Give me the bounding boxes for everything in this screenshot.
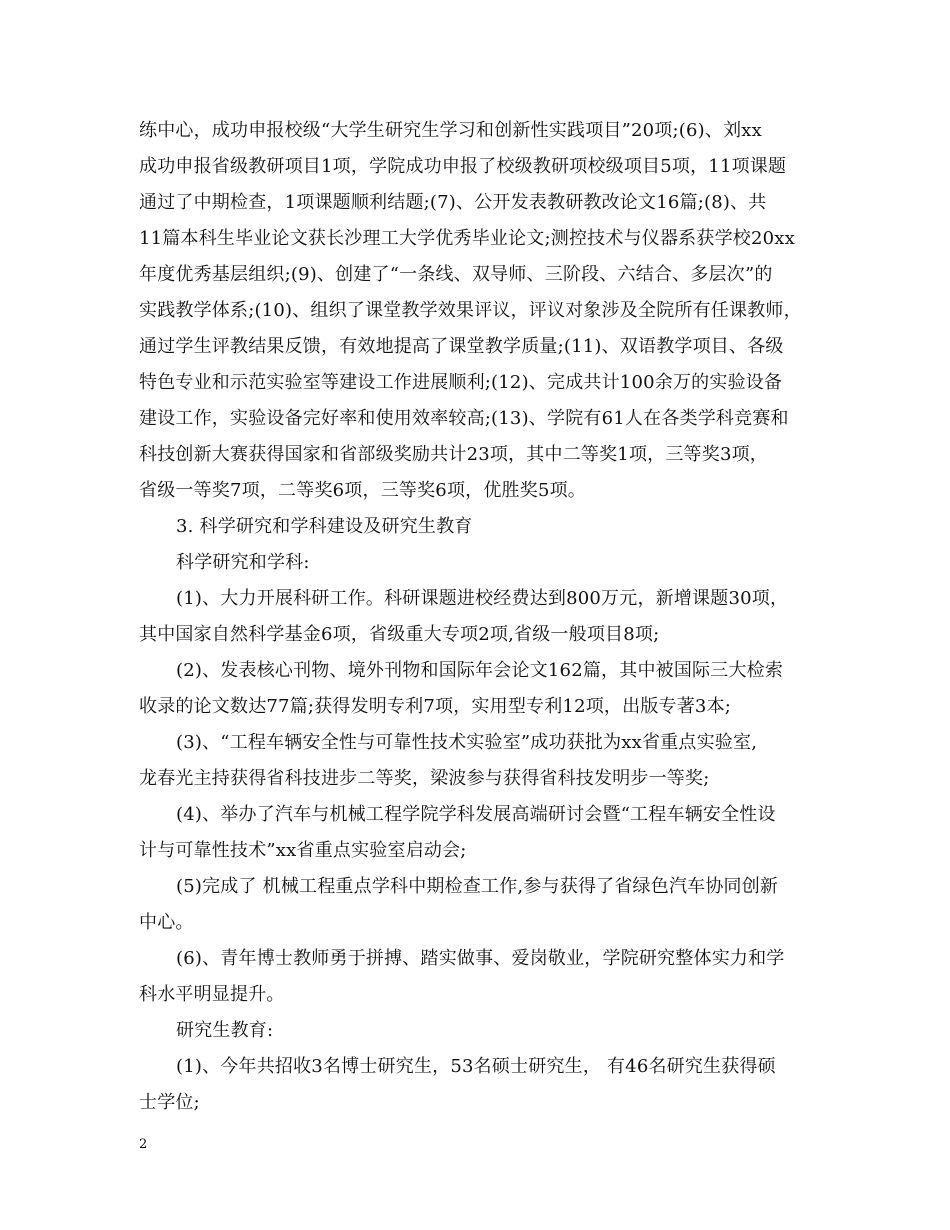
text-line: 练中心，成功申报校级“大学生研究生学习和创新性实践项目”20项;(6)、刘xx [139, 120, 762, 141]
text-line: (2)、发表核心刊物、境外刊物和国际年会论文162篇，其中被国际三大检索 [176, 660, 784, 681]
text-line: 中心。 [139, 912, 194, 933]
document-body [139, 113, 824, 1121]
text-line: 其中国家自然科学基金6项，省级重大专项2项,省级一般项目8项; [139, 624, 660, 645]
text-line: 龙春光主持获得省科技进步二等奖，梁波参与获得省科技发明步一等奖; [139, 768, 710, 789]
text-line: 年度优秀基层组织;(9)、创建了“一条线、双导师、三阶段、六结合、多层次”的 [139, 264, 773, 285]
text-line: 科技创新大赛获得国家和省部级奖励共计23项，其中二等奖1项，三等奖3项， [139, 444, 769, 465]
page-number: 2 [139, 1137, 148, 1152]
text-line: 实践教学体系;(10)、组织了课堂教学效果评议，评议对象涉及全院所有任课教师， [139, 300, 802, 321]
text-line: (6)、青年博士教师勇于拼搏、踏实做事、爱岗敬业，学院研究整体实力和学 [176, 948, 785, 969]
subsection-heading: 科学研究和学科: [176, 552, 310, 573]
text-line: 收录的论文数达77篇;获得发明专利7项，实用型专利12项，出版专著3本; [139, 696, 732, 717]
text-line: (1)、大力开展科研工作。科研课题进校经费达到800万元，新增课题30项， [176, 588, 789, 609]
text-line: 11篇本科生毕业论文获长沙理工大学优秀毕业论文;测控技术与仪器系获学校20xx [139, 228, 795, 249]
section-heading: 3. 科学研究和学科建设及研究生教育 [176, 516, 473, 537]
subsection-heading: 研究生教育: [176, 1020, 274, 1041]
text-line: (5)完成了 机械工程重点学科中期检查工作,参与获得了省绿色汽车协同创新 [176, 876, 779, 897]
text-line: 成功申报省级教研项目1项，学院成功申报了校级教研项校级项目5项，11项课题 [139, 156, 787, 177]
text-line: 特色专业和示范实验室等建设工作进展顺利;(12)、完成共计100余万的实验设备 [139, 372, 783, 393]
text-line: 通过学生评教结果反馈，有效地提高了课堂教学质量;(11)、双语教学项目、各级 [139, 336, 784, 357]
text-line: 士学位; [139, 1092, 200, 1113]
text-line: (3)、“工程车辆安全性与可靠性技术实验室”成功获批为xx省重点实验室, [176, 732, 758, 753]
text-line: 计与可靠性技术”xx省重点实验室启动会; [139, 840, 467, 861]
text-line: 省级一等奖7项，二等奖6项，三等奖6项，优胜奖5项。 [139, 480, 587, 501]
text-line: 建设工作，实验设备完好率和使用效率较高;(13)、学院有61人在各类学科竞赛和 [139, 408, 789, 429]
text-line: (4)、举办了汽车与机械工程学院学科发展高端研讨会暨“工程车辆安全性设 [176, 804, 776, 825]
text-line: 科水平明显提升。 [139, 984, 285, 1005]
text-line: (1)、今年共招收3名博士研究生，53名硕士研究生， 有46名研究生获得硕 [176, 1056, 776, 1077]
text-line: 通过了中期检查，1项课题顺利结题;(7)、公开发表教研教改论文16篇;(8)、共 [139, 192, 767, 213]
